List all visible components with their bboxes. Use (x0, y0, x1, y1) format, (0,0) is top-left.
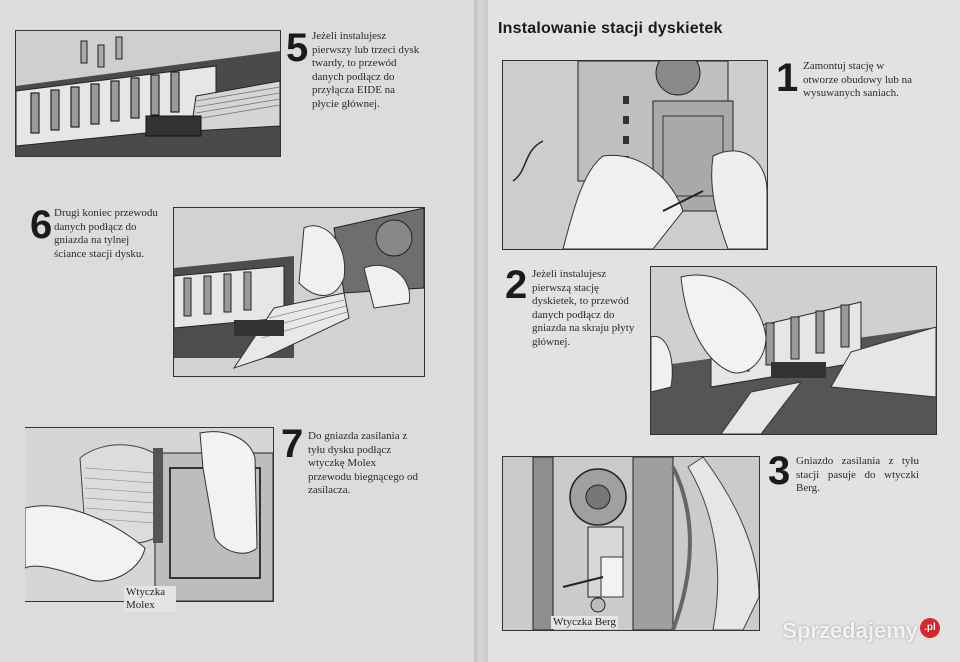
step-2-text: Jeżeli instalujesz pierwszą stację dyskietek, to przewód danych podłącz do gniazda na skraju płyty głównej. (532, 268, 635, 348)
step-number-5: 5 (286, 26, 309, 70)
step-number-6: 6 (30, 203, 53, 247)
book-spine (474, 0, 488, 662)
illustration-step-5 (15, 30, 281, 157)
motherboard-eide-drawing (16, 31, 280, 156)
step-1-text: Zamontuj stację w otworze obudowy lub na wysuwanych saniach. (803, 60, 913, 99)
drive-mounting-drawing (503, 61, 767, 249)
page-heading: Instalowanie stacji dyskietek (498, 20, 723, 37)
illustration-step-6 (173, 207, 425, 377)
watermark-text: Sprzedajemy (782, 618, 918, 643)
floppy-cable-drawing (651, 267, 936, 434)
molex-caption: Wtyczka Molex (124, 586, 176, 612)
step-number-2: 2 (505, 263, 528, 307)
step-number-7: 7 (281, 422, 304, 466)
berg-connector-drawing (503, 457, 759, 630)
illustration-step-2 (650, 266, 937, 435)
step-3-text: Gniazdo zasilania z tyłu stacji pasuje do wtyczki Berg. (796, 455, 919, 494)
molex-connector-drawing (25, 428, 273, 601)
illustration-step-1 (502, 60, 768, 250)
step-number-3: 3 (768, 449, 791, 493)
watermark-badge: .pl (920, 618, 940, 638)
illustration-step-7 (25, 427, 274, 602)
step-number-1: 1 (776, 56, 799, 100)
step-6-text: Drugi koniec przewodu danych podłącz do gniazda na tylnej ściance stacji dysku. (54, 207, 158, 260)
site-watermark (782, 618, 940, 644)
illustration-step-3 (502, 456, 760, 631)
drive-cable-drawing (174, 208, 424, 376)
step-7-text: Do gniazda zasilania z tyłu dysku podłącz wtyczkę Molex przewodu biegnącego od zasilacza. (308, 430, 418, 496)
berg-caption: Wtyczka Berg (553, 616, 617, 628)
step-5-text: Jeżeli instalujesz pierwszy lub trzeci dysk twardy, to przewód danych podłącz do przyłącza EIDE na płycie głównej. (312, 30, 420, 110)
